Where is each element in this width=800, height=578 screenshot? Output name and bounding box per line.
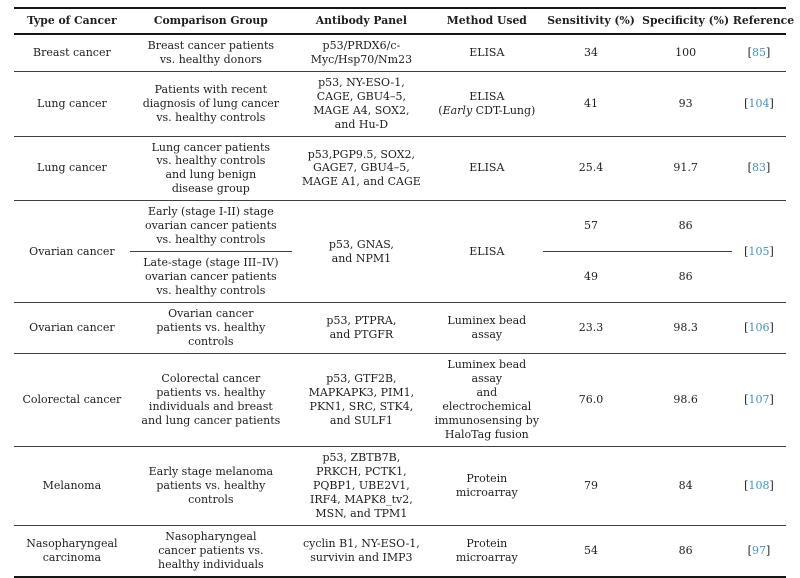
method-used-cell: ELISA bbox=[431, 136, 543, 201]
reference-close-bracket: ] bbox=[765, 45, 771, 59]
sensitivity-cell: 25.4 bbox=[543, 136, 640, 201]
sensitivity-cell: 34 bbox=[543, 34, 640, 71]
comparison-group-cell: Colorectal cancer patients vs. healthy individuals and breast and lung cancer patients bbox=[130, 354, 292, 447]
specificity-cell: 98.6 bbox=[639, 354, 732, 447]
method-used-cell: Luminex bead assay and electrochemical immunosensing by HaloTag fusion bbox=[431, 354, 543, 447]
header-row bbox=[14, 8, 786, 34]
specificity-cell: 84 bbox=[639, 446, 732, 525]
reference-link[interactable]: 85 bbox=[751, 45, 766, 59]
reference-open-bracket: [ bbox=[747, 45, 752, 59]
col-header-type-of-cancer: Type of Cancer bbox=[14, 8, 130, 34]
reference-close-bracket: ] bbox=[769, 393, 774, 407]
sensitivity-cell: 54 bbox=[543, 525, 640, 576]
comparison-group-cell: Lung cancer patients vs. healthy controls and lung benign disease group bbox=[130, 136, 292, 201]
reference-cell bbox=[732, 525, 786, 576]
specificity-cell: 98.3 bbox=[639, 303, 732, 354]
cancer-type-cell: Melanoma bbox=[14, 446, 130, 525]
col-header-antibody-panel: Antibody Panel bbox=[292, 8, 431, 34]
specificity-cell: 86 bbox=[639, 201, 732, 252]
comparison-group-cell: Early (stage I-II) stage ovarian cancer patients vs. healthy controls bbox=[130, 201, 292, 252]
table-row bbox=[14, 71, 786, 136]
sensitivity-cell: 23.3 bbox=[543, 303, 640, 354]
reference-cell bbox=[732, 303, 786, 354]
cancer-type-cell: Nasopharyngeal carcinoma bbox=[14, 525, 130, 576]
antibody-panel-cell: p53, NY-ESO-1, CAGE, GBU4–5, MAGE A4, SOX2, and Hu-D bbox=[292, 71, 431, 136]
reference-close-bracket: ] bbox=[765, 161, 771, 175]
specificity-cell: 86 bbox=[639, 525, 732, 576]
reference-cell bbox=[732, 136, 786, 201]
table-row bbox=[14, 525, 786, 576]
reference-link[interactable]: 83 bbox=[751, 161, 766, 175]
antibody-panel-cell: p53, PTPRA, and PTGFR bbox=[292, 303, 431, 354]
comparison-group-cell: Patients with recent diagnosis of lung cancer vs. healthy controls bbox=[130, 71, 292, 136]
specificity-cell: 86 bbox=[639, 252, 732, 303]
table-row bbox=[14, 201, 786, 252]
reference-link[interactable]: 106 bbox=[748, 321, 770, 335]
col-header-method-used: Method Used bbox=[431, 8, 543, 34]
reference-close-bracket: ] bbox=[769, 321, 774, 335]
table-header bbox=[14, 8, 795, 34]
reference-open-bracket: [ bbox=[747, 543, 752, 557]
table-row bbox=[14, 136, 786, 201]
reference-close-bracket: ] bbox=[769, 96, 774, 110]
method-used-cell: ELISA bbox=[431, 34, 543, 71]
antibody-panel-cell: p53, GTF2B, MAPKAPK3, PIM1, PKN1, SRC, STK4, and SULF1 bbox=[292, 354, 431, 447]
sensitivity-cell: 57 bbox=[543, 201, 640, 252]
col-header-reference: Reference bbox=[732, 8, 786, 34]
reference-open-bracket: [ bbox=[744, 478, 749, 492]
reference-open-bracket: [ bbox=[744, 393, 749, 407]
reference-link[interactable]: 107 bbox=[748, 393, 770, 407]
reference-link[interactable]: 104 bbox=[748, 96, 770, 110]
method-used-cell: Protein microarray bbox=[431, 525, 543, 576]
table-row bbox=[14, 446, 786, 525]
specificity-cell: 91.7 bbox=[639, 136, 732, 201]
comparison-group-cell: Nasopharyngeal cancer patients vs. healthy individuals bbox=[130, 525, 292, 576]
comparison-group-cell: Ovarian cancer patients vs. healthy controls bbox=[130, 303, 292, 354]
col-header-sensitivity: Sensitivity (%) bbox=[543, 8, 640, 34]
antibody-panel-cell: cyclin B1, NY-ESO-1, survivin and IMP3 bbox=[292, 525, 431, 576]
reference-link[interactable]: 105 bbox=[748, 244, 770, 258]
reference-cell bbox=[732, 71, 786, 136]
table-row bbox=[14, 34, 786, 71]
method-used-cell: ELISA bbox=[431, 201, 543, 303]
reference-close-bracket: ] bbox=[769, 478, 774, 492]
reference-close-bracket: ] bbox=[765, 543, 771, 557]
antibody-panel-cell: p53, GNAS, and NPM1 bbox=[292, 201, 431, 303]
method-used-cell: Luminex bead assay bbox=[431, 303, 543, 354]
specificity-cell: 93 bbox=[639, 71, 732, 136]
reference-close-bracket: ] bbox=[769, 244, 774, 258]
antibody-panel-cell: p53, ZBTB7B, PRKCH, PCTK1, PQBP1, UBE2V1, IRF4, MAPK8_tv2, MSN, and TPM1 bbox=[292, 446, 431, 525]
reference-open-bracket: [ bbox=[744, 96, 749, 110]
cancer-type-cell: Colorectal cancer bbox=[14, 354, 130, 447]
antibody-panel-cell: p53,PGP9.5, SOX2, GAGE7, GBU4–5, MAGE A1, and CAGE bbox=[292, 136, 431, 201]
reference-cell bbox=[732, 34, 786, 71]
specificity-cell: 100 bbox=[639, 34, 732, 71]
comparison-group-cell: Early stage melanoma patients vs. healthy controls bbox=[130, 446, 292, 525]
sensitivity-cell: 76.0 bbox=[543, 354, 640, 447]
reference-cell bbox=[732, 201, 786, 303]
reference-cell bbox=[732, 354, 786, 447]
table-row bbox=[14, 354, 786, 447]
cancer-type-cell: Lung cancer bbox=[14, 71, 130, 136]
method-used-cell: ELISA (Early CDT-Lung) bbox=[431, 71, 543, 136]
cancer-type-cell: Ovarian cancer bbox=[14, 201, 130, 303]
comparison-group-cell: Late-stage (stage III–IV) ovarian cancer patients vs. healthy controls bbox=[130, 252, 292, 303]
method-used-cell: Protein microarray bbox=[431, 446, 543, 525]
reference-open-bracket: [ bbox=[744, 321, 749, 335]
reference-open-bracket: [ bbox=[744, 244, 749, 258]
sensitivity-cell: 49 bbox=[543, 252, 640, 303]
comparison-group-cell: Breast cancer patients vs. healthy donors bbox=[130, 34, 292, 71]
col-header-specificity: Specificity (%) bbox=[639, 8, 732, 34]
sensitivity-cell: 79 bbox=[543, 446, 640, 525]
reference-cell bbox=[732, 446, 786, 525]
cancer-type-cell: Ovarian cancer bbox=[14, 303, 130, 354]
antibody-panel-cell: p53/PRDX6/c- Myc/Hsp70/Nm23 bbox=[292, 34, 431, 71]
reference-link[interactable]: 97 bbox=[751, 543, 766, 557]
cancer-autoantibody-table bbox=[14, 7, 795, 578]
cancer-type-cell: Lung cancer bbox=[14, 136, 130, 201]
col-header-comparison-group: Comparison Group bbox=[130, 8, 292, 34]
reference-link[interactable]: 108 bbox=[748, 478, 770, 492]
table-body bbox=[14, 34, 786, 577]
table-row bbox=[14, 303, 786, 354]
cancer-type-cell: Breast cancer bbox=[14, 34, 130, 71]
reference-open-bracket: [ bbox=[747, 161, 752, 175]
sensitivity-cell: 41 bbox=[543, 71, 640, 136]
